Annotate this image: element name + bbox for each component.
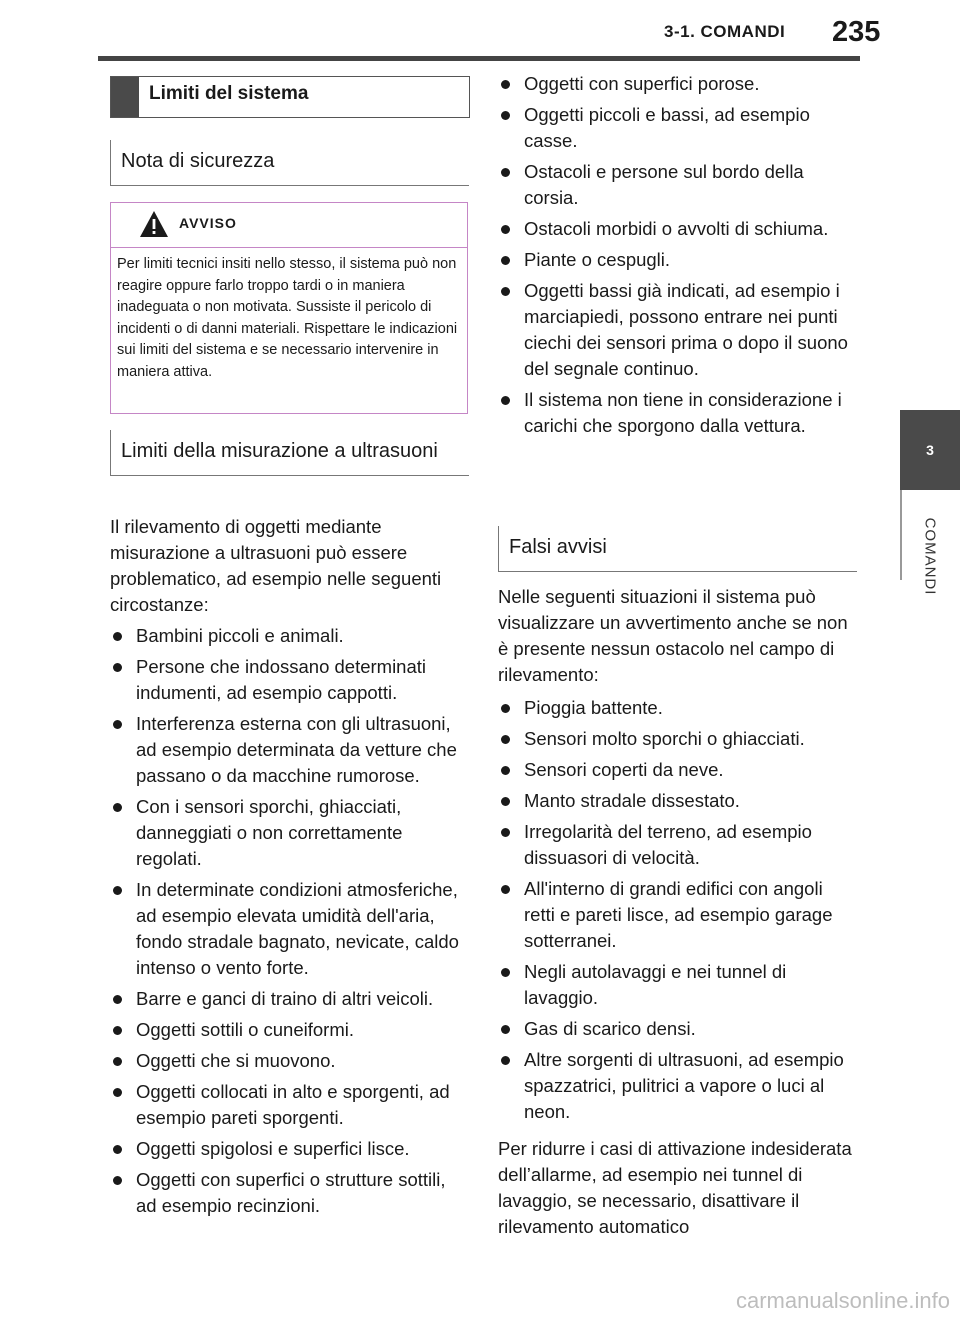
list-item-text: Negli autolavaggi e nei tunnel di lavaggio.: [524, 961, 787, 1008]
bullet-icon: [113, 1088, 122, 1097]
list-item-text: Oggetti con superfici porose.: [524, 73, 760, 94]
warning-icon: [139, 209, 169, 239]
list-item: [498, 726, 856, 752]
intro-paragraph: Il rilevamento di oggetti mediante misurazione a ultrasuoni può essere problematico, ad esempio nelle seguenti circostanze:: [110, 516, 442, 615]
list-item-text: Gas di scarico densi.: [524, 1018, 696, 1039]
list-item-text: Oggetti bassi già indicati, ad esempio i marciapiedi, possono entrare nei punti ciechi dei sensori prima o dopo il suono del segnale continuo.: [524, 280, 848, 379]
list-item: [498, 216, 856, 242]
list-item: [110, 711, 468, 789]
bullet-icon: [113, 1026, 122, 1035]
list-item: [110, 1167, 468, 1219]
warning-header: [111, 203, 467, 248]
list-item-text: Oggetti spigolosi e superfici lisce.: [136, 1138, 410, 1159]
bullet-icon: [501, 828, 510, 837]
bullet-icon: [501, 968, 510, 977]
list-item: [498, 247, 856, 273]
bullet-icon: [501, 704, 510, 713]
list-item-text: Piante o cespugli.: [524, 249, 671, 270]
list-item: [498, 695, 856, 721]
list-item: [498, 387, 856, 439]
bullet-icon: [113, 720, 122, 729]
list-item: [110, 1048, 468, 1074]
bullet-icon: [501, 766, 510, 775]
list-item-text: Persone che indossano determinati indumenti, ad esempio cappotti.: [136, 656, 427, 703]
bullet-icon: [113, 803, 122, 812]
chapter-tab-label: COMANDI: [921, 517, 939, 596]
bullet-icon: [113, 1057, 122, 1066]
section-title: Limiti del sistema: [149, 83, 309, 104]
list-item-text: Il sistema non tiene in considerazione i carichi che sporgono dalla vettura.: [524, 389, 842, 436]
list-item-text: Oggetti piccoli e bassi, ad esempio casse.: [524, 104, 810, 151]
list-item: [110, 877, 468, 981]
bullet-icon: [501, 111, 510, 120]
list-item-text: Sensori coperti da neve.: [524, 759, 724, 780]
left-bullet-list: [110, 623, 468, 1224]
section-title-bar: [111, 77, 139, 117]
bullet-icon: [501, 168, 510, 177]
bullet-icon: [501, 256, 510, 265]
list-item-text: Oggetti sottili o cuneiformi.: [136, 1019, 354, 1040]
right-bullet-list-1: [498, 71, 856, 444]
bullet-icon: [113, 1145, 122, 1154]
bullet-icon: [501, 885, 510, 894]
list-item: [498, 819, 856, 871]
right-bullet-list-2: [498, 695, 856, 1130]
bullet-icon: [113, 663, 122, 672]
header-rule: [98, 56, 860, 61]
list-item: [110, 1079, 468, 1131]
list-item: [110, 654, 468, 706]
bullet-icon: [501, 1056, 510, 1065]
list-item-text: Interferenza esterna con gli ultrasuoni, ad esempio determinata da vetture che passano o da macchine rumorose.: [136, 713, 457, 786]
list-item: [110, 1017, 468, 1043]
list-item: [498, 876, 856, 954]
list-item-text: All'interno di grandi edifici con angoli retti e pareti lisce, ad esempio garage sotterranei.: [524, 878, 833, 951]
list-item: [498, 102, 856, 154]
list-item-text: Altre sorgenti di ultrasuoni, ad esempio spazzatrici, pulitrici a vapore o luci al neon.: [524, 1049, 844, 1122]
list-item: [498, 959, 856, 1011]
list-item: [498, 788, 856, 814]
list-item-text: Oggetti con superfici o strutture sottili, ad esempio recinzioni.: [136, 1169, 446, 1216]
bullet-icon: [501, 287, 510, 296]
subheading-safety: Nota di sicurezza: [110, 140, 469, 186]
list-item: [498, 1047, 856, 1125]
list-item: [110, 986, 468, 1012]
bullet-icon: [501, 396, 510, 405]
list-item-text: Oggetti che si muovono.: [136, 1050, 336, 1071]
bullet-icon: [501, 225, 510, 234]
list-item-text: Barre e ganci di traino di altri veicoli.: [136, 988, 434, 1009]
section-header: 3-1. COMANDI: [664, 22, 786, 41]
list-item: [110, 794, 468, 872]
list-item: [110, 623, 468, 649]
false-alerts-intro: Nelle seguenti situazioni il sistema può visualizzare un avvertimento anche se non è presente nessun ostacolo nel campo di rilevamento:: [498, 586, 848, 685]
warning-box: [110, 202, 468, 414]
bullet-icon: [113, 632, 122, 641]
bullet-icon: [501, 80, 510, 89]
bullet-icon: [113, 886, 122, 895]
list-item-text: Ostacoli e persone sul bordo della corsia.: [524, 161, 804, 208]
bullet-icon: [113, 995, 122, 1004]
list-item-text: Oggetti collocati in alto e sporgenti, ad esempio pareti sporgenti.: [136, 1081, 450, 1128]
list-item-text: Irregolarità del terreno, ad esempio dissuasori di velocità.: [524, 821, 812, 868]
list-item: [110, 1136, 468, 1162]
subheading-false-alerts: Falsi avvisi: [498, 526, 857, 572]
list-item-text: In determinate condizioni atmosferiche, ad esempio elevata umidità dell'aria, fondo stradale bagnato, nevicate, caldo intenso o vento forte.: [136, 879, 459, 978]
bullet-icon: [501, 797, 510, 806]
section-title-box: [110, 76, 470, 118]
outro-paragraph: Per ridurre i casi di attivazione indesiderata dell’allarme, ad esempio nei tunnel di lavaggio, se necessario, disattivare il rilevamento automatico: [498, 1138, 852, 1237]
list-item-text: Bambini piccoli e animali.: [136, 625, 344, 646]
chapter-tab-line: [900, 490, 902, 580]
watermark: carmanualsonline.info: [735, 1288, 950, 1313]
list-item: [498, 278, 856, 382]
list-item-text: Manto stradale dissestato.: [524, 790, 740, 811]
list-item-text: Sensori molto sporchi o ghiacciati.: [524, 728, 805, 749]
warning-title: AVVISO: [179, 215, 237, 231]
bullet-icon: [501, 735, 510, 744]
list-item: [498, 757, 856, 783]
list-item-text: Pioggia battente.: [524, 697, 663, 718]
list-item: [498, 71, 856, 97]
bullet-icon: [501, 1025, 510, 1034]
warning-text: Per limiti tecnici insiti nello stesso, il sistema può non reagire oppure farlo troppo tardi o in maniera inadeguata o non motivata. Sussiste il pericolo di incidenti o di danni materiali. Rispettare le indicazioni sui limiti del sistema e se necessario intervenire in maniera attiva.: [117, 256, 458, 380]
list-item: [498, 1016, 856, 1042]
list-item-text: Con i sensori sporchi, ghiacciati, danneggiati o non correttamente regolati.: [136, 796, 403, 869]
list-item: [498, 159, 856, 211]
chapter-tab: 3: [900, 410, 960, 490]
page-number: 235: [832, 16, 881, 48]
list-item-text: Ostacoli morbidi o avvolti di schiuma.: [524, 218, 829, 239]
subheading-ultrasound: Limiti della misurazione a ultrasuoni: [110, 430, 469, 476]
bullet-icon: [113, 1176, 122, 1185]
